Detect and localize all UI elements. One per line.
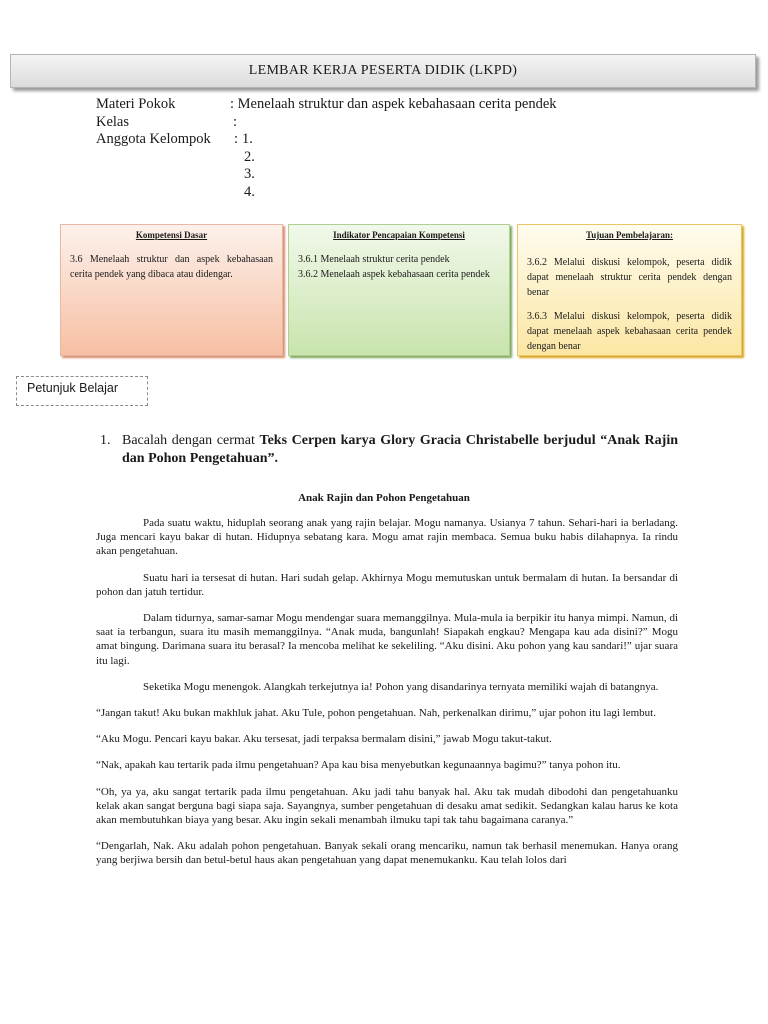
anggota-number-3: 3. xyxy=(244,166,255,183)
indikator-box xyxy=(288,224,510,356)
anggota-number-4: 4. xyxy=(244,183,255,200)
indikator-title: Indikator Pencapaian Kompetensi xyxy=(333,230,465,240)
anggota-row-4 xyxy=(96,184,557,202)
story-paragraph: Dalam tidurnya, samar-samar Mogu mendengar suara memanggilnya. Mula-mula ia berpikir itu hanya mimpi. Namun, di saat ia terbangun, suara itu masih memanggilnya. “Anak muda, bangunlah! Siapakah engkau? Mengapa kau ada disini?” Mogu amat bingung. Darimana suara itu berasal? Ia mencoba melihat ke sekeliling. “Aku disini. Aku pohon yang kau sandari!” ujar suara itu lagi. xyxy=(96,612,678,667)
materi-row xyxy=(96,96,557,114)
instruction-number: 1. xyxy=(100,433,111,448)
anggota-sep: : xyxy=(234,131,239,148)
kompetensi-dasar-box xyxy=(60,224,283,356)
story-paragraph: “Aku Mogu. Pencari kayu bakar. Aku tersesat, jadi terpaksa bermalam disini,” jawab Mogu takut-takut. xyxy=(96,733,552,746)
instruction-item xyxy=(100,432,678,468)
story-paragraph: “Dengarlah, Nak. Aku adalah pohon pengetahuan. Banyak sekali orang mencariku, namun tak berhasil menemukan. Hanya orang yang berjiwa bersih dan betul-betul haus akan pengetahuan yang dapat menemukanku. Kau telah lolos dari xyxy=(96,840,678,867)
story-body xyxy=(96,516,678,880)
anggota-row-3 xyxy=(96,166,557,184)
instruction-text: Bacalah dengan cermat xyxy=(122,433,260,448)
competency-boxes xyxy=(60,224,742,358)
petunjuk-belajar-label: Petunjuk Belajar xyxy=(16,376,148,406)
story-paragraph: Suatu hari ia tersesat di hutan. Hari sudah gelap. Akhirnya Mogu memutuskan untuk bermalam di hutan. Ia bersandar di pohon dan jatuh tertidur. xyxy=(96,571,678,598)
story-paragraph: “Oh, ya ya, aku sangat tertarik pada ilmu pengetahuan. Aku jadi tahu banyak hal. Aku tak mudah dibodohi dan pengetahuanku kelak akan sangat berguna bagi siapa saja. Sayangnya, sumber pengetahuan di desaku amat sedikit. Sedangkan kalau harus ke kota akan membutuhkan biaya yang besar. Aku ingin sekali menambah ilmuku tapi tak tahu bagaimana caranya.” xyxy=(96,785,678,827)
kelas-label: Kelas xyxy=(96,113,130,130)
anggota-number-1: 1. xyxy=(242,131,253,148)
kompetensi-dasar-title: Kompetensi Dasar xyxy=(135,230,208,240)
anggota-label: Anggota Kelompok xyxy=(96,131,211,148)
materi-label: Materi Pokok xyxy=(96,96,176,112)
story-paragraph: “Nak, apakah kau tertarik pada ilmu pengetahuan? Apa kau bisa menyebutkan kegunaannya bagimu?” tanya pohon itu. xyxy=(96,759,621,772)
tujuan-title: Tujuan Pembelajaran: xyxy=(586,230,673,240)
indikator-item-2: 3.6.2 Menelaah aspek kebahasaan cerita pendek xyxy=(298,268,490,280)
story-paragraph: Seketika Mogu menengok. Alangkah terkejutnya ia! Pohon yang disandarinya ternyata memiliki wajah di batangnya. xyxy=(143,680,659,693)
materi-value: : Menelaah struktur dan aspek kebahasaan cerita pendek xyxy=(230,96,557,112)
identity-block xyxy=(96,96,557,202)
tujuan-item-1: 3.6.2 Melalui diskusi kelompok, peserta didik dapat menelaah struktur cerita pendek dengan benar xyxy=(527,256,732,298)
kelas-row xyxy=(96,114,557,132)
lkpd-title-bar xyxy=(10,54,756,88)
story-paragraph: “Jangan takut! Aku bukan makhluk jahat. Aku Tule, pohon pengetahuan. Nah, perkenalkan dirimu,” ujar pohon itu lagi lembut. xyxy=(96,707,656,720)
instruction-bold-text: Teks Cerpen karya Glory Gracia Christabelle berjudul “Anak Rajin dan Pohon Pengetahuan”. xyxy=(122,433,679,466)
indikator-item-1: 3.6.1 Menelaah struktur cerita pendek xyxy=(298,253,450,265)
tujuan-box xyxy=(517,224,742,356)
anggota-row-2 xyxy=(96,149,557,167)
kelas-value: : xyxy=(233,113,238,130)
kompetensi-dasar-text: 3.6 Menelaah struktur dan aspek kebahasaan cerita pendek yang dibaca atau didengar. xyxy=(70,253,273,280)
anggota-row xyxy=(96,131,557,149)
document-title: LEMBAR KERJA PESERTA DIDIK (LKPD) xyxy=(248,63,518,78)
anggota-number-2: 2. xyxy=(244,148,255,165)
story-title: Anak Rajin dan Pohon Pengetahuan xyxy=(298,492,470,504)
story-paragraph: Pada suatu waktu, hiduplah seorang anak yang rajin belajar. Mogu namanya. Usianya 7 tahun. Sehari-hari ia berladang. Juga mencari kayu bakar di hutan. Hidupnya sebatang kara. Mogu amat rajin membaca. Semua buku habis dilahapnya. Ia rindu akan pengetahuan. xyxy=(96,517,678,558)
tujuan-item-2: 3.6.3 Melalui diskusi kelompok, peserta didik dapat menelaah aspek kebahasaan cerita pendek dengan benar xyxy=(527,310,732,352)
